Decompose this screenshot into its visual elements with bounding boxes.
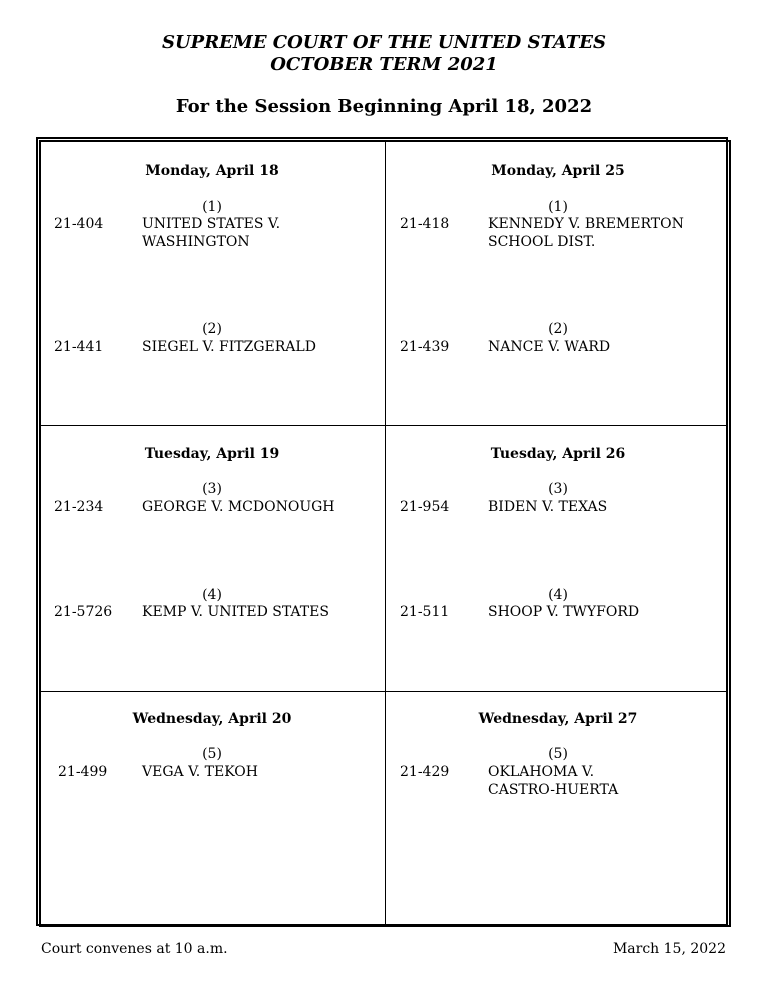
argument-number: (5) <box>548 746 568 762</box>
argument-number: (3) <box>202 481 222 497</box>
case-title-line: SCHOOL DIST. <box>488 234 596 250</box>
day-heading: Tuesday, April 26 <box>490 446 626 462</box>
case-title <box>142 215 372 251</box>
day-heading: Wednesday, April 20 <box>132 711 292 727</box>
case-title <box>142 603 372 621</box>
case-title <box>488 215 718 251</box>
column-divider <box>385 142 386 925</box>
docket-number: 21-439 <box>400 339 450 355</box>
day-heading: Wednesday, April 27 <box>478 711 638 727</box>
docket-number: 21-234 <box>54 499 104 515</box>
case-title-line: KENNEDY V. BREMERTON <box>488 216 684 232</box>
case-title-line: OKLAHOMA V. <box>488 764 595 780</box>
case-title <box>488 603 718 621</box>
docket-number: 21-418 <box>400 216 450 232</box>
case-title-line: UNITED STATES V. <box>142 216 281 232</box>
term-title: OCTOBER TERM 2021 <box>270 54 498 75</box>
case-title <box>488 498 718 516</box>
day-heading: Tuesday, April 19 <box>144 446 280 462</box>
argument-number: (3) <box>548 481 568 497</box>
argument-number: (2) <box>202 321 222 337</box>
case-title-line: SIEGEL V. FITZGERALD <box>142 339 316 355</box>
argument-number: (2) <box>548 321 568 337</box>
footer-convenes-note: Court convenes at 10 a.m. <box>41 941 228 957</box>
footer-date: March 15, 2022 <box>612 941 726 957</box>
docket-number: 21-429 <box>400 764 450 780</box>
docket-number: 21-404 <box>54 216 104 232</box>
argument-number: (5) <box>202 746 222 762</box>
case-title-line: CASTRO-HUERTA <box>488 782 619 798</box>
case-title-line: GEORGE V. MCDONOUGH <box>142 499 335 515</box>
case-title-line: NANCE V. WARD <box>488 339 611 355</box>
case-title <box>142 763 372 781</box>
case-title-line: WASHINGTON <box>142 234 250 250</box>
row-divider-2 <box>41 691 728 692</box>
docket-number: 21-954 <box>400 499 450 515</box>
case-title <box>142 338 372 356</box>
argument-number: (4) <box>202 587 222 603</box>
case-title-line: BIDEN V. TEXAS <box>488 499 608 515</box>
session-title: For the Session Beginning April 18, 2022 <box>175 96 593 117</box>
case-title-line: VEGA V. TEKOH <box>142 764 258 780</box>
argument-number: (4) <box>548 587 568 603</box>
docket-number: 21-511 <box>400 604 450 620</box>
row-divider-1 <box>41 425 728 426</box>
case-title-line: SHOOP V. TWYFORD <box>488 604 640 620</box>
day-heading: Monday, April 18 <box>145 163 279 179</box>
docket-number: 21-499 <box>58 764 108 780</box>
argument-number: (1) <box>548 199 568 215</box>
case-title <box>488 338 718 356</box>
case-title <box>142 498 372 516</box>
argument-number: (1) <box>202 199 222 215</box>
docket-number: 21-5726 <box>54 604 113 620</box>
day-heading: Monday, April 25 <box>491 163 625 179</box>
court-title: SUPREME COURT OF THE UNITED STATES <box>161 32 606 53</box>
docket-number: 21-441 <box>54 339 104 355</box>
case-title-line: KEMP V. UNITED STATES <box>142 604 329 620</box>
case-title <box>488 763 718 799</box>
